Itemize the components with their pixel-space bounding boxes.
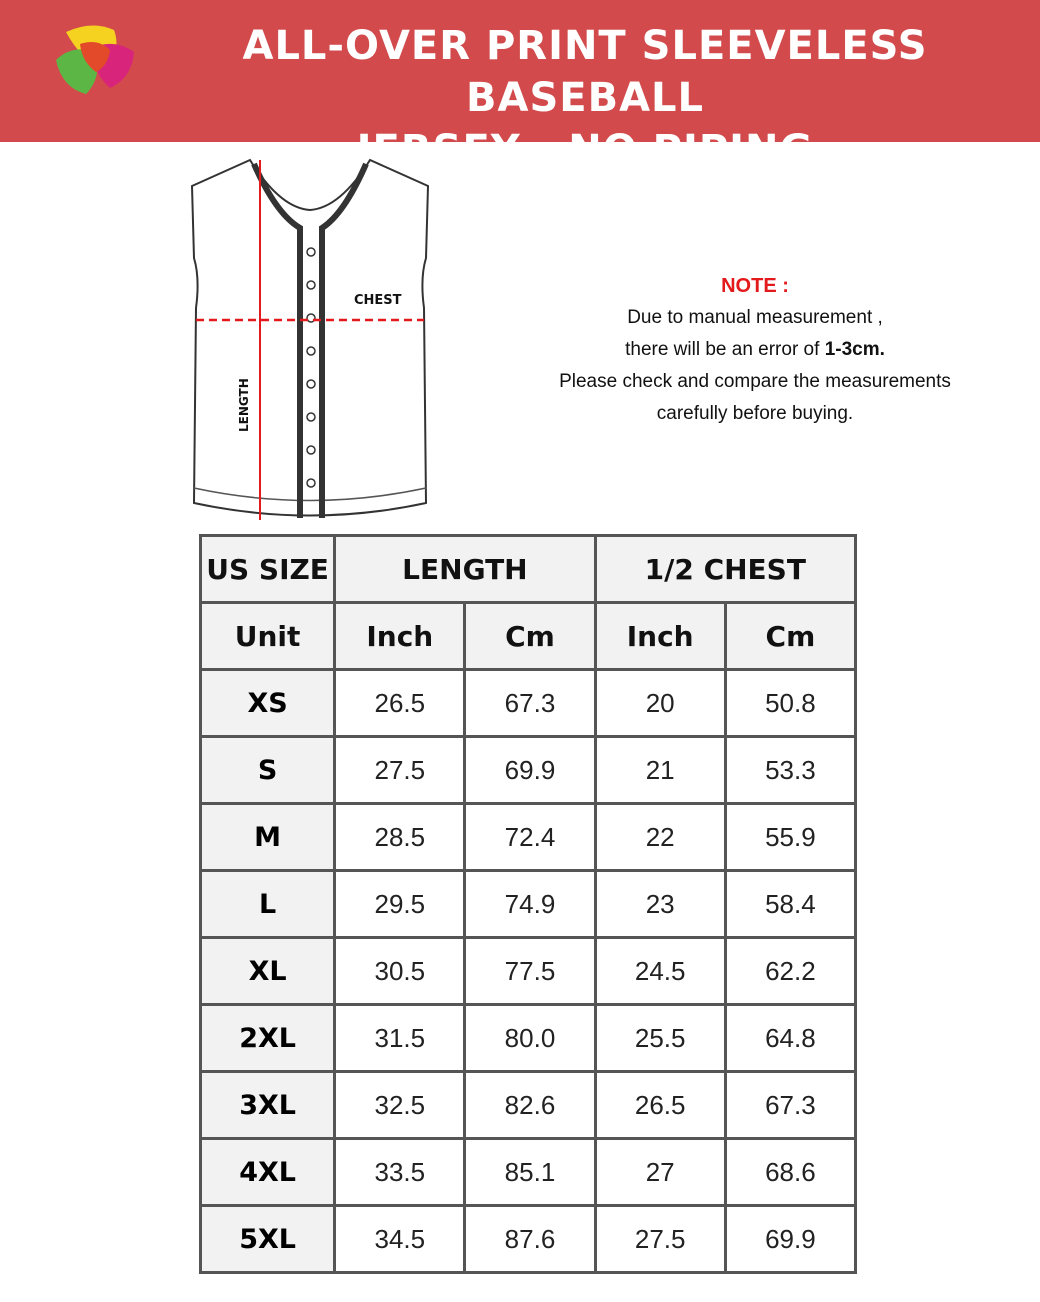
chest-cm-cell: 64.8 (725, 1005, 855, 1072)
note-heading: NOTE : (721, 275, 789, 297)
note-line-1: Due to manual measurement , (627, 307, 883, 328)
length-inch-cell: 28.5 (335, 804, 465, 871)
size-cell: M (201, 804, 335, 871)
header-length-inch: Inch (335, 603, 465, 670)
chest-inch-cell: 27.5 (595, 1206, 725, 1273)
jersey-diagram (180, 148, 450, 528)
header-chest-inch: Inch (595, 603, 725, 670)
size-chart-table (199, 534, 857, 1274)
size-cell: 2XL (201, 1005, 335, 1072)
table-row (201, 1206, 856, 1273)
length-label: LENGTH (237, 378, 251, 432)
title-line-2: JERSEY - NO PIPING (356, 127, 814, 173)
chest-cm-cell: 58.4 (725, 871, 855, 938)
note-line-3: Please check and compare the measurements (559, 371, 951, 392)
chest-label: CHEST (354, 293, 402, 308)
length-inch-cell: 31.5 (335, 1005, 465, 1072)
length-cm-cell: 82.6 (465, 1072, 595, 1139)
table-header-row (201, 536, 856, 603)
header-length: LENGTH (335, 536, 595, 603)
jersey-outline (192, 160, 428, 516)
header-banner (0, 0, 1040, 173)
title-line-1: ALL-OVER PRINT SLEEVELESS BASEBALL (242, 23, 928, 121)
length-cm-cell: 72.4 (465, 804, 595, 871)
chest-inch-cell: 27 (595, 1139, 725, 1206)
length-inch-cell: 34.5 (335, 1206, 465, 1273)
chest-cm-cell: 69.9 (725, 1206, 855, 1273)
size-cell: L (201, 871, 335, 938)
length-cm-cell: 77.5 (465, 938, 595, 1005)
chest-inch-cell: 20 (595, 670, 725, 737)
chest-cm-cell: 68.6 (725, 1139, 855, 1206)
table-row (201, 1005, 856, 1072)
length-inch-cell: 32.5 (335, 1072, 465, 1139)
chest-inch-cell: 26.5 (595, 1072, 725, 1139)
header-half-chest: 1/2 CHEST (595, 536, 855, 603)
table-row (201, 670, 856, 737)
chest-cm-cell: 50.8 (725, 670, 855, 737)
note-error-range: 1-3cm. (824, 339, 885, 360)
measurement-note (500, 270, 1010, 430)
size-cell: 3XL (201, 1072, 335, 1139)
table-row (201, 1072, 856, 1139)
header-length-cm: Cm (465, 603, 595, 670)
table-row (201, 1139, 856, 1206)
size-cell: 5XL (201, 1206, 335, 1273)
chest-inch-cell: 25.5 (595, 1005, 725, 1072)
size-cell: XL (201, 938, 335, 1005)
size-cell: S (201, 737, 335, 804)
length-inch-cell: 29.5 (335, 871, 465, 938)
length-cm-cell: 87.6 (465, 1206, 595, 1273)
length-inch-cell: 26.5 (335, 670, 465, 737)
table-unit-row (201, 603, 856, 670)
note-line-2 (500, 334, 1010, 366)
chest-inch-cell: 23 (595, 871, 725, 938)
chest-inch-cell: 22 (595, 804, 725, 871)
table-row (201, 938, 856, 1005)
length-cm-cell: 74.9 (465, 871, 595, 938)
chest-cm-cell: 62.2 (725, 938, 855, 1005)
header-chest-cm: Cm (725, 603, 855, 670)
length-cm-cell: 80.0 (465, 1005, 595, 1072)
note-line-2-text: there will be an error of (625, 339, 825, 360)
chest-cm-cell: 53.3 (725, 737, 855, 804)
note-line-4: carefully before buying. (656, 403, 854, 424)
chest-cm-cell: 55.9 (725, 804, 855, 871)
chest-cm-cell: 67.3 (725, 1072, 855, 1139)
size-cell: XS (201, 670, 335, 737)
length-inch-cell: 33.5 (335, 1139, 465, 1206)
table-row (201, 737, 856, 804)
brand-logo-icon (52, 22, 138, 98)
table-row (201, 804, 856, 871)
chest-inch-cell: 21 (595, 737, 725, 804)
size-cell: 4XL (201, 1139, 335, 1206)
length-cm-cell: 67.3 (465, 670, 595, 737)
length-inch-cell: 30.5 (335, 938, 465, 1005)
length-cm-cell: 85.1 (465, 1139, 595, 1206)
length-cm-cell: 69.9 (465, 737, 595, 804)
length-inch-cell: 27.5 (335, 737, 465, 804)
header-unit: Unit (201, 603, 335, 670)
header-us-size: US SIZE (201, 536, 335, 603)
table-row (201, 871, 856, 938)
chest-inch-cell: 24.5 (595, 938, 725, 1005)
